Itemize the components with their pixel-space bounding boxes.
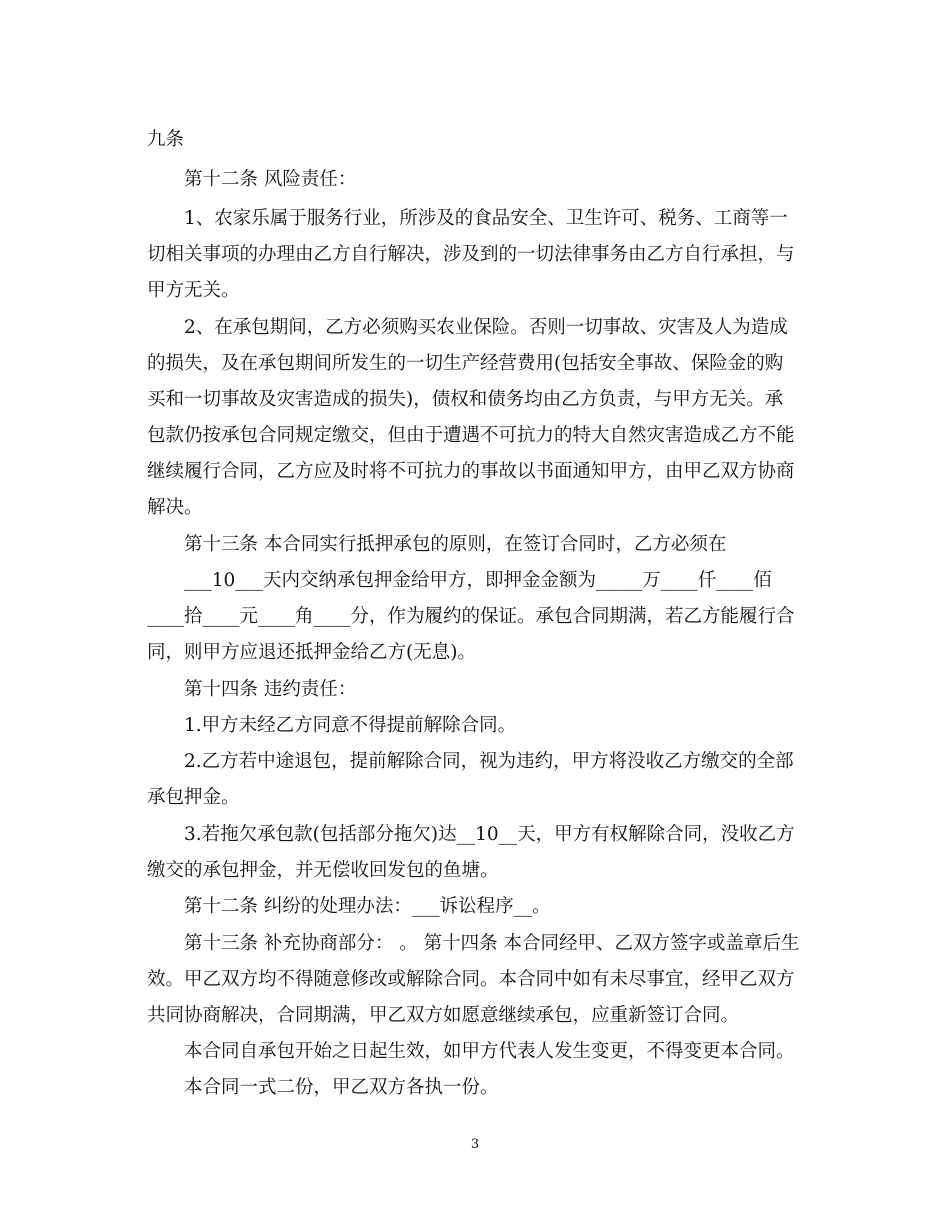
text-line: 2、在承包期间，乙方必须购买农业保险。否则一切事故、灾害及人为造成 bbox=[184, 317, 788, 338]
text-line: 切相关事项的办理由乙方自行解决，涉及到的一切法律事务由乙方自行承担，与 bbox=[147, 244, 795, 265]
section-heading: 第十二条 纠纷的处理办法：___诉讼程序__。 bbox=[184, 896, 551, 917]
text-line: 本合同自承包开始之日起生效，如甲方代表人发生变更，不得变更本合同。 bbox=[184, 1041, 795, 1062]
text-line: 承包押金。 bbox=[147, 787, 240, 808]
text-line: ____拾____元____角____分，作为履约的保证。承包合同期满，若乙方能履行合 bbox=[147, 606, 795, 627]
text-line: 九条 bbox=[147, 129, 185, 150]
text-line: ___10___天内交纳承包押金给甲方，即押金金额为_____万____仟____佰 bbox=[184, 570, 772, 591]
section-heading: 第十二条 风险责任： bbox=[184, 169, 357, 190]
text-line: 效。甲乙双方均不得随意修改或解除合同。本合同中如有未尽事宜，经甲乙双方 bbox=[147, 969, 795, 990]
text-line: 1、农家乐属于服务行业，所涉及的食品安全、卫生许可、税务、工商等一 bbox=[184, 208, 788, 229]
text-line: 包款仍按承包合同规定缴交，但由于遭遇不可抗力的特大自然灾害造成乙方不能 bbox=[147, 425, 795, 446]
page-number: 3 bbox=[470, 1137, 480, 1152]
text-line: 3.若拖欠承包款(包括部分拖欠)达__10__天，甲方有权解除合同，没收乙方 bbox=[184, 824, 795, 845]
text-line: 本合同一式二份，甲乙双方各执一份。 bbox=[184, 1077, 499, 1098]
text-line: 的损失，及在承包期间所发生的一切生产经营费用(包括安全事故、保险金的购 bbox=[147, 353, 784, 374]
text-line: 2.乙方若中途退包，提前解除合同，视为违约，甲方将没收乙方缴交的全部 bbox=[184, 751, 794, 772]
text-line: 缴交的承包押金，并无偿收回发包的鱼塘。 bbox=[147, 860, 499, 881]
text-line: 共同协商解决，合同期满，甲乙双方如愿意继续承包，应重新签订合同。 bbox=[147, 1005, 740, 1026]
text-line: 解决。 bbox=[147, 497, 203, 518]
text-line: 甲方无关。 bbox=[147, 280, 240, 301]
text-line: 1.甲方未经乙方同意不得提前解除合同。 bbox=[184, 715, 517, 736]
section-heading: 第十四条 违约责任： bbox=[184, 679, 357, 700]
text-line: 继续履行合同，乙方应及时将不可抗力的事故以书面通知甲方，由甲乙双方协商 bbox=[147, 461, 795, 482]
section-heading: 第十三条 补充协商部分： 。 第十四条 本合同经甲、乙双方签字或盖章后生 bbox=[184, 933, 800, 954]
text-line: 买和一切事故及灾害造成的损失)，债权和债务均由乙方负责，与甲方无关。承 bbox=[147, 389, 784, 410]
section-heading: 第十三条 本合同实行抵押承包的原则，在签订合同时，乙方必须在 bbox=[184, 534, 727, 555]
text-line: 同，则甲方应退还抵押金给乙方(无息)。 bbox=[147, 642, 476, 663]
